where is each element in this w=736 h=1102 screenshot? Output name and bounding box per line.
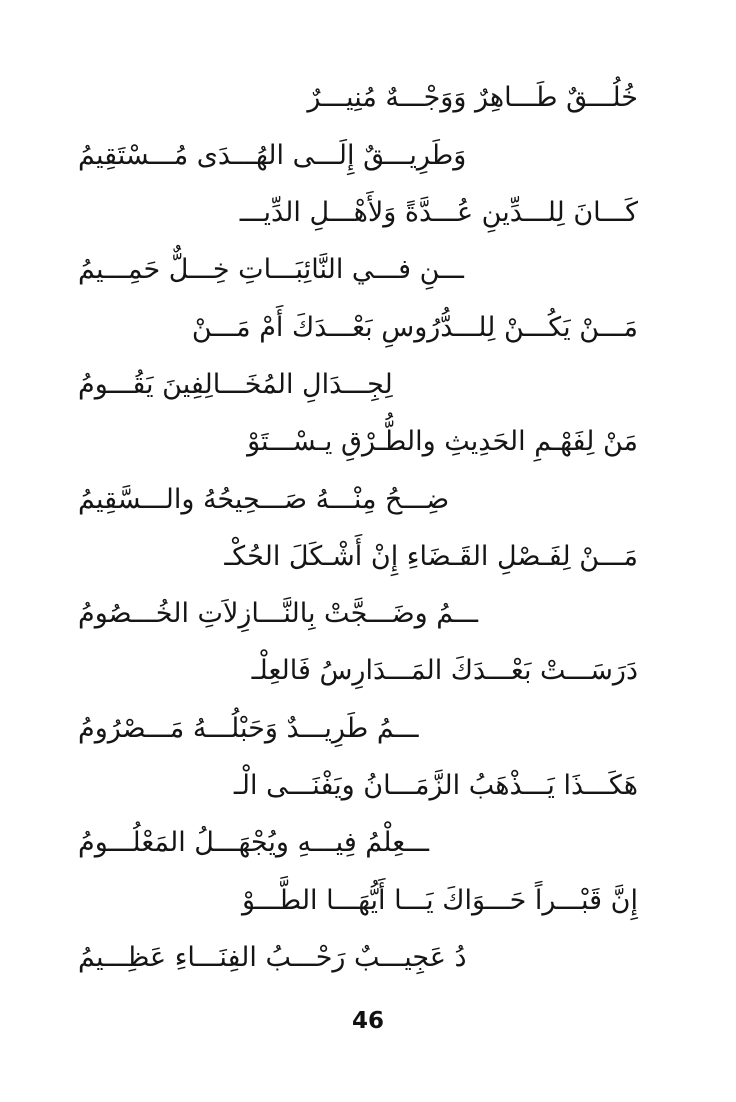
verse-1-first-hemistich: خُلُـــقٌ طَـــاهِرٌ وَوَجْـــهٌ مُنِيـــرٌ [307,82,638,114]
verse-4-second-hemistich: ضِـــحُ مِنْـــهُ صَـــحِيحُهُ والـــسَّقِيمُ [78,483,450,515]
verse-8-first-hemistich: إِنَّ قَبْـــراً حَـــوَاكَ يَـــا أَيُّهَـــا الطَّـــوْ [242,884,638,916]
verse-8-second-hemistich: دُ عَجِيـــبٌ رَحْـــبُ الفِنَـــاءِ عَظِـــيمُ [78,941,467,973]
verse-4-first-hemistich: مَنْ لِفَهْـمِ الحَدِيثِ والطُّـرْقِ يـسْـــتَوْ [247,426,638,458]
verse-2-second-hemistich: ـــنِ فـــي النَّائِبَـــاتِ خِـــلٌّ حَمِـــيمُ [78,254,464,286]
verse-3-first-hemistich: مَـــنْ يَكُـــنْ لِلـــدُّرُوسِ بَعْـــدَكَ أَمْ مَـــنْ [191,311,638,343]
verse-7-first-hemistich: هَكَـــذَا يَـــذْهَبُ الزَّمَـــانُ ويَفْنَـــى الْـ [233,770,638,802]
verse-1-second-hemistich: وَطَرِيـــقٌ إِلَـــى الهُـــدَى مُـــسْتَقِيمُ [78,139,467,171]
verse-2-first-hemistich: كَـــانَ لِلـــدِّينِ عُـــدَّةً وَلأَهْـــلِ الدِّيـــ [239,197,638,229]
poem [78,70,638,987]
verse-6-second-hemistich: ـــمُ طَرِيـــدٌ وَحَبْلُـــهُ مَـــصْرُومُ [78,712,419,744]
verse-6-first-hemistich: دَرَسَـــتْ بَعْـــدَكَ المَـــدَارِسُ فَالعِلْـ [251,655,638,687]
verse-5-first-hemistich: مَـــنْ لِفَـصْلِ القَـضَاءِ إِنْ أَشْـكَلَ الحُكْـ [224,540,638,572]
page-number: 46 [351,1008,384,1034]
verse-5-second-hemistich: ـــمُ وضَـــجَّتْ بِالنَّـــازِلاَتِ الخُـــصُومُ [78,598,478,630]
verse-7-second-hemistich: ـــعِلْمُ فِيـــهِ ويُجْهَـــلُ المَعْلُـــومُ [78,827,429,859]
verse-3-second-hemistich: لِجِـــدَالِ المُخَـــالِفِينَ يَقُـــومُ [78,368,393,400]
